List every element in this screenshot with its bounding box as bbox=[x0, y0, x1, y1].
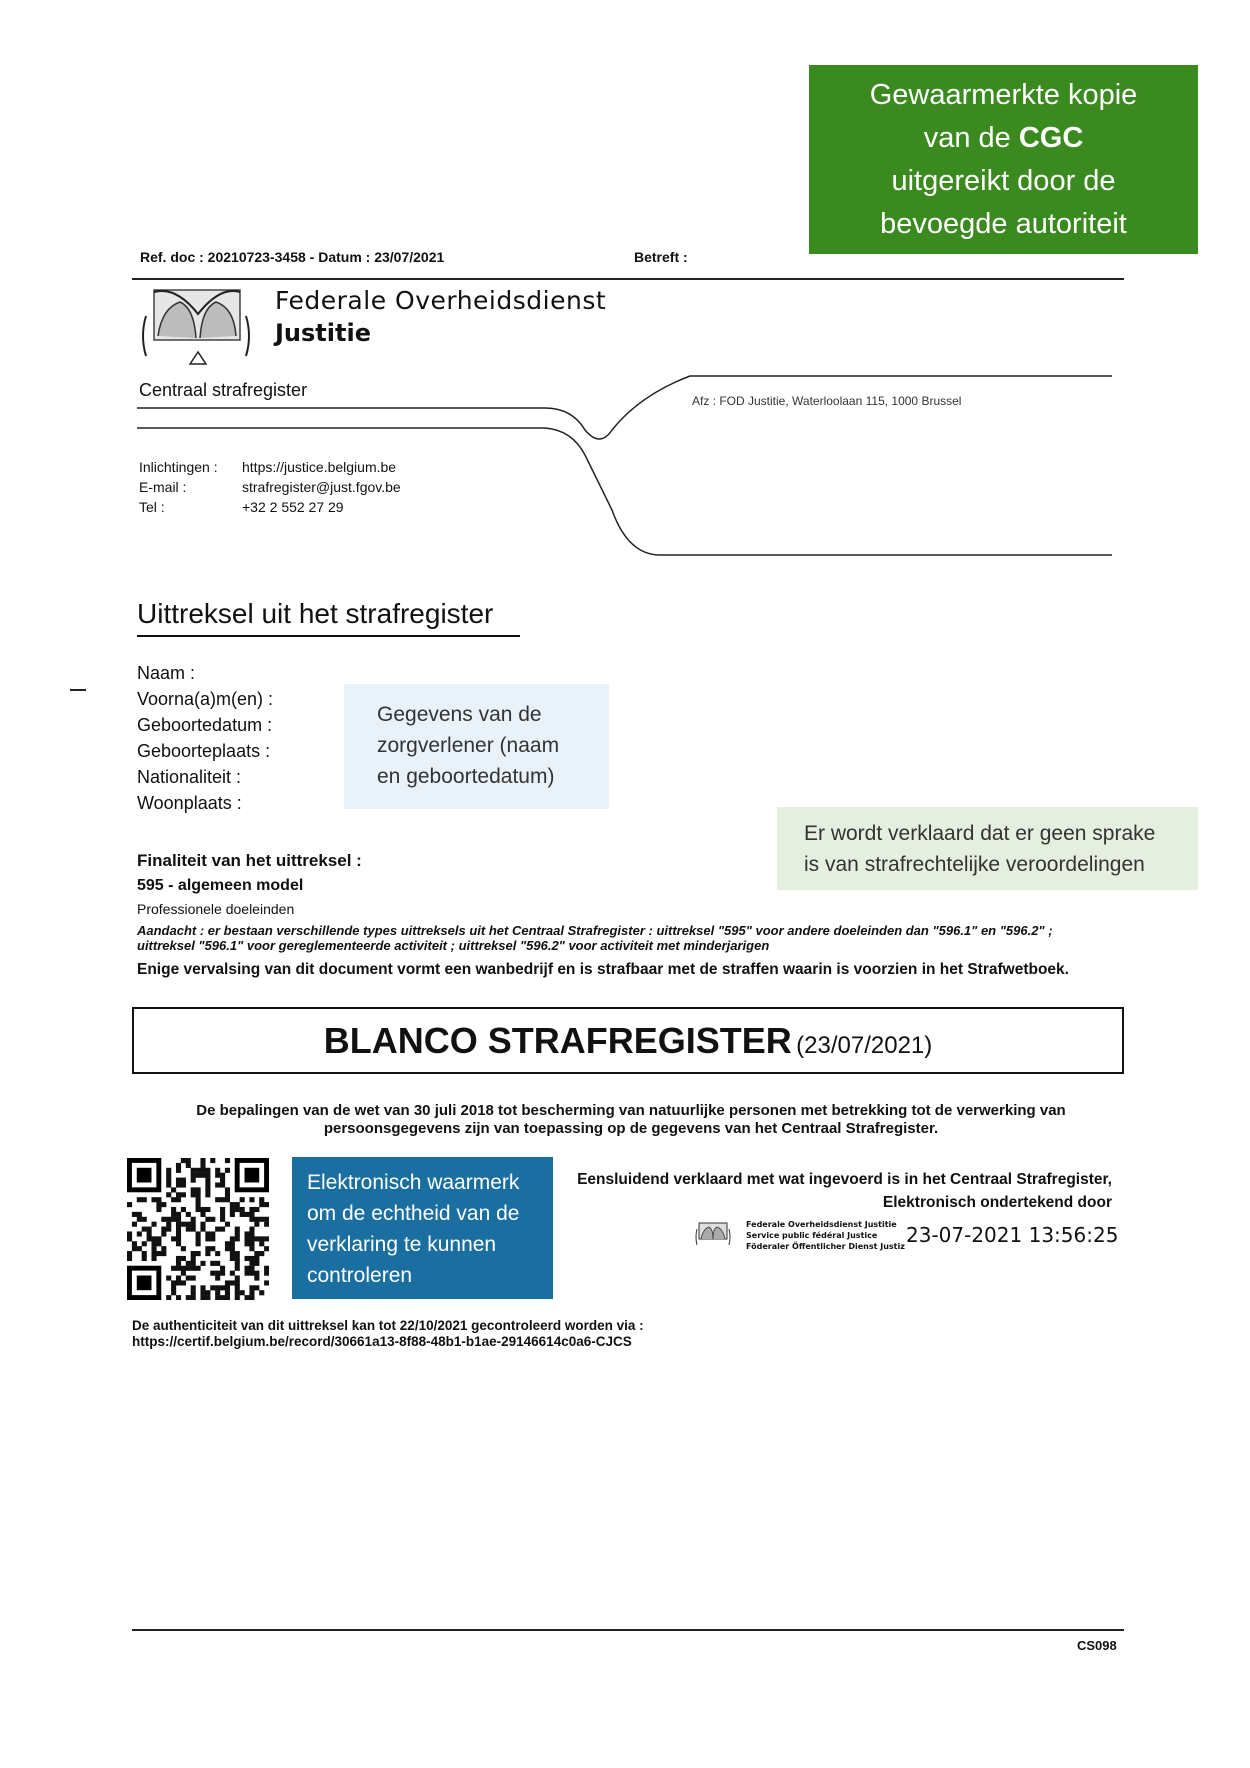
title-underline bbox=[137, 635, 520, 637]
no-convictions-callout bbox=[777, 807, 1198, 890]
result-title: BLANCO STRAFREGISTER bbox=[323, 1020, 792, 1061]
callout-line: om de echtheid van de bbox=[307, 1202, 520, 1225]
callout-line: is van strafrechtelijke veroordelingen bbox=[804, 853, 1145, 876]
signature-timestamp: 23-07-2021 13:56:25 bbox=[906, 1223, 1119, 1247]
field-geboorteplaats: Geboorteplaats : bbox=[137, 741, 271, 761]
finality-model: 595 - algemeen model bbox=[137, 877, 304, 894]
authenticity-text: De authenticiteit van dit uittreksel kan tot 22/10/2021 gecontroleerd worden via : bbox=[132, 1318, 644, 1333]
callout-line: verklaring te kunnen bbox=[307, 1233, 497, 1256]
betreft-label: Betreft : bbox=[634, 249, 688, 265]
finality-label: Finaliteit van het uittreksel : bbox=[137, 851, 362, 870]
field-geboortedatum: Geboortedatum : bbox=[137, 715, 273, 735]
callout-line: en geboortedatum) bbox=[377, 765, 555, 788]
callout-line: zorgverlener (naam bbox=[377, 734, 560, 757]
result-box bbox=[132, 1007, 1124, 1074]
callout-line: Gewaarmerkte kopie bbox=[869, 79, 1138, 111]
contact-email: strafregister@just.fgov.be bbox=[242, 479, 401, 495]
legal-line: persoonsgegevens zijn van toepassing op de gegevens van het Centraal Strafregister. bbox=[323, 1120, 939, 1137]
callout-line: bevoegde autoriteit bbox=[880, 208, 1127, 240]
reference-line: Ref. doc : 20210723-3458 - Datum : 23/07/2021 bbox=[140, 249, 445, 265]
notice-line: uittreksel "596.1" voor gereglementeerde activiteit ; uittreksel "596.2" voor activiteit met minderjarigen bbox=[137, 938, 770, 953]
personal-data-callout bbox=[344, 684, 609, 809]
extract-types-notice bbox=[137, 923, 1127, 953]
callout-line: controleren bbox=[307, 1264, 413, 1287]
signature-org-line: Federale Overheidsdienst Justitie bbox=[746, 1220, 897, 1229]
conformity-statement: Eensluidend verklaard met wat ingevoerd is in het Centraal Strafregister, bbox=[577, 1171, 1112, 1188]
org-subtitle: Justitie bbox=[275, 319, 371, 347]
org-name: Federale Overheidsdienst bbox=[275, 286, 607, 315]
field-nationaliteit: Nationaliteit : bbox=[137, 767, 242, 787]
signature-org-line: Föderaler Öffentlicher Dienst Justiz bbox=[746, 1242, 905, 1251]
result-date: (23/07/2021) bbox=[796, 1032, 933, 1059]
contact-website: https://justice.belgium.be bbox=[242, 459, 397, 475]
footer-divider bbox=[132, 1629, 1124, 1631]
legal-line: De bepalingen van de wet van 30 juli 2018 tot bescherming van natuurlijke personen met betrekking tot de verwerking van bbox=[196, 1102, 1066, 1119]
department-name: Centraal strafregister bbox=[139, 380, 308, 400]
electronic-seal-callout bbox=[292, 1157, 553, 1299]
field-voornamen: Voorna(a)m(en) : bbox=[137, 689, 274, 709]
callout-line: uitgereikt door de bbox=[891, 165, 1116, 197]
callout-bold: CGC bbox=[1018, 122, 1084, 154]
contact-label: E-mail : bbox=[139, 479, 187, 495]
callout-line: Gegevens van de bbox=[377, 703, 542, 726]
signed-by-label: Elektronisch ondertekend door bbox=[882, 1194, 1112, 1211]
contact-phone: +32 2 552 27 29 bbox=[242, 499, 344, 515]
signature-logo-icon bbox=[695, 1221, 731, 1247]
form-code: CS098 bbox=[1077, 1638, 1117, 1653]
legal-notice bbox=[150, 1102, 1112, 1138]
qr-code-icon bbox=[127, 1158, 269, 1300]
field-woonplaats: Woonplaats : bbox=[137, 793, 242, 813]
address-window-lines bbox=[0, 0, 1250, 600]
authenticity-url[interactable]: https://certif.belgium.be/record/30661a13-8f88-48b1-b1ae-29146614c0a6-CJCS bbox=[132, 1334, 632, 1349]
callout-line: Er wordt verklaard dat er geen sprake bbox=[804, 822, 1156, 845]
field-naam: Naam : bbox=[137, 663, 196, 683]
sender-address: Afz : FOD Justitie, Waterloolaan 115, 1000 Brussel bbox=[692, 394, 962, 408]
callout-text: van de bbox=[923, 122, 1019, 154]
callout-line: Elektronisch waarmerk bbox=[307, 1171, 520, 1194]
contact-label: Inlichtingen : bbox=[139, 459, 218, 475]
signature-org bbox=[746, 1219, 905, 1252]
document-title: Uittreksel uit het strafregister bbox=[137, 598, 494, 629]
contact-label: Tel : bbox=[139, 499, 165, 515]
margin-mark bbox=[70, 689, 86, 691]
forgery-warning: Enige vervalsing van dit document vormt een wanbedrijf en is strafbaar met de straffen waarin is voorzien in het Strafwetboek. bbox=[137, 961, 1069, 978]
notice-line: Aandacht : er bestaan verschillende types uittreksels uit het Centraal Strafregister : uittreksel "595" voor andere doeleinden dan "596.1" en "596.2" ; bbox=[137, 923, 1053, 938]
signature-org-line: Service public fédéral Justice bbox=[746, 1231, 878, 1240]
finality-purpose: Professionele doeleinden bbox=[137, 901, 295, 917]
